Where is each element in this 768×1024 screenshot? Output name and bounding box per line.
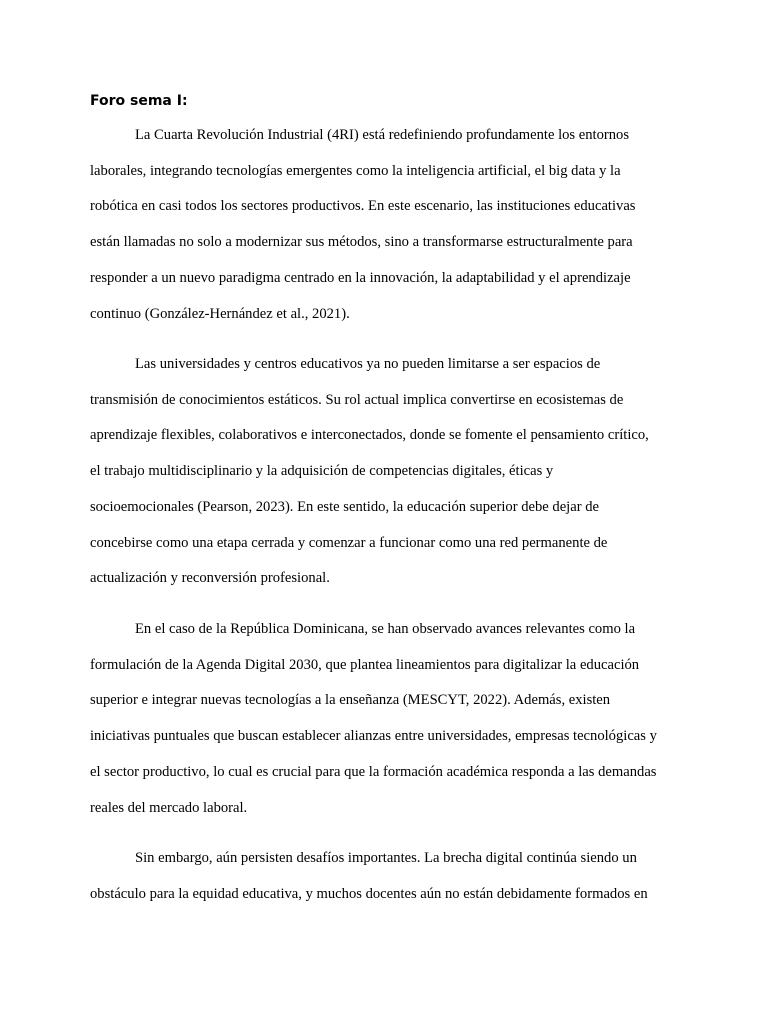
paragraph-3: [90, 612, 678, 826]
text-line: Sin embargo, aún persisten desafíos importantes. La brecha digital continúa siendo un: [135, 850, 637, 866]
text-line: continuo (González-Hernández et al., 2021).: [90, 305, 350, 322]
text-line: iniciativas puntuales que buscan establecer alianzas entre universidades, empresas tecnológicas y: [90, 728, 657, 745]
paragraph-2: [90, 347, 678, 597]
text-line: robótica en casi todos los sectores productivos. En este escenario, las instituciones educativas: [90, 198, 636, 215]
text-line: formulación de la Agenda Digital 2030, que plantea lineamientos para digitalizar la educación: [90, 656, 640, 673]
text-line: reales del mercado laboral.: [90, 799, 248, 816]
text-line: Las universidades y centros educativos ya no pueden limitarse a ser espacios de: [135, 356, 601, 372]
text-line: obstáculo para la equidad educativa, y muchos docentes aún no están debidamente formados en: [90, 885, 648, 902]
text-line: el trabajo multidisciplinario y la adquisición de competencias digitales, éticas y: [90, 463, 554, 480]
text-line: transmisión de conocimientos estáticos. Su rol actual implica convertirse en ecosistemas de: [90, 391, 624, 408]
text-line: el sector productivo, lo cual es crucial para que la formación académica responda a las demandas: [90, 763, 657, 780]
text-line: laborales, integrando tecnologías emergentes como la inteligencia artificial, el big data y la: [90, 162, 621, 179]
text-line: aprendizaje flexibles, colaborativos e interconectados, donde se fomente el pensamiento crítico,: [90, 427, 649, 444]
paragraph-1: [90, 118, 678, 332]
text-line: están llamadas no solo a modernizar sus métodos, sino a transformarse estructuralmente para: [90, 234, 633, 251]
paragraph-4: [90, 841, 678, 912]
text-line: En el caso de la República Dominicana, se han observado avances relevantes como la: [135, 621, 636, 637]
text-line: actualización y reconversión profesional.: [90, 570, 330, 587]
text-line: superior e integrar nuevas tecnologías a la enseñanza (MESCYT, 2022). Además, existen: [90, 692, 611, 709]
text-line: responder a un nuevo paradigma centrado en la innovación, la adaptabilidad y el aprendizaje: [90, 269, 631, 286]
text-line: socioemocionales (Pearson, 2023). En este sentido, la educación superior debe dejar de: [90, 498, 599, 515]
text-line: La Cuarta Revolución Industrial (4RI) está redefiniendo profundamente los entornos: [135, 127, 630, 143]
document-heading: Foro sema I:: [90, 93, 188, 109]
text-line: concebirse como una etapa cerrada y comenzar a funcionar como una red permanente de: [90, 534, 608, 551]
